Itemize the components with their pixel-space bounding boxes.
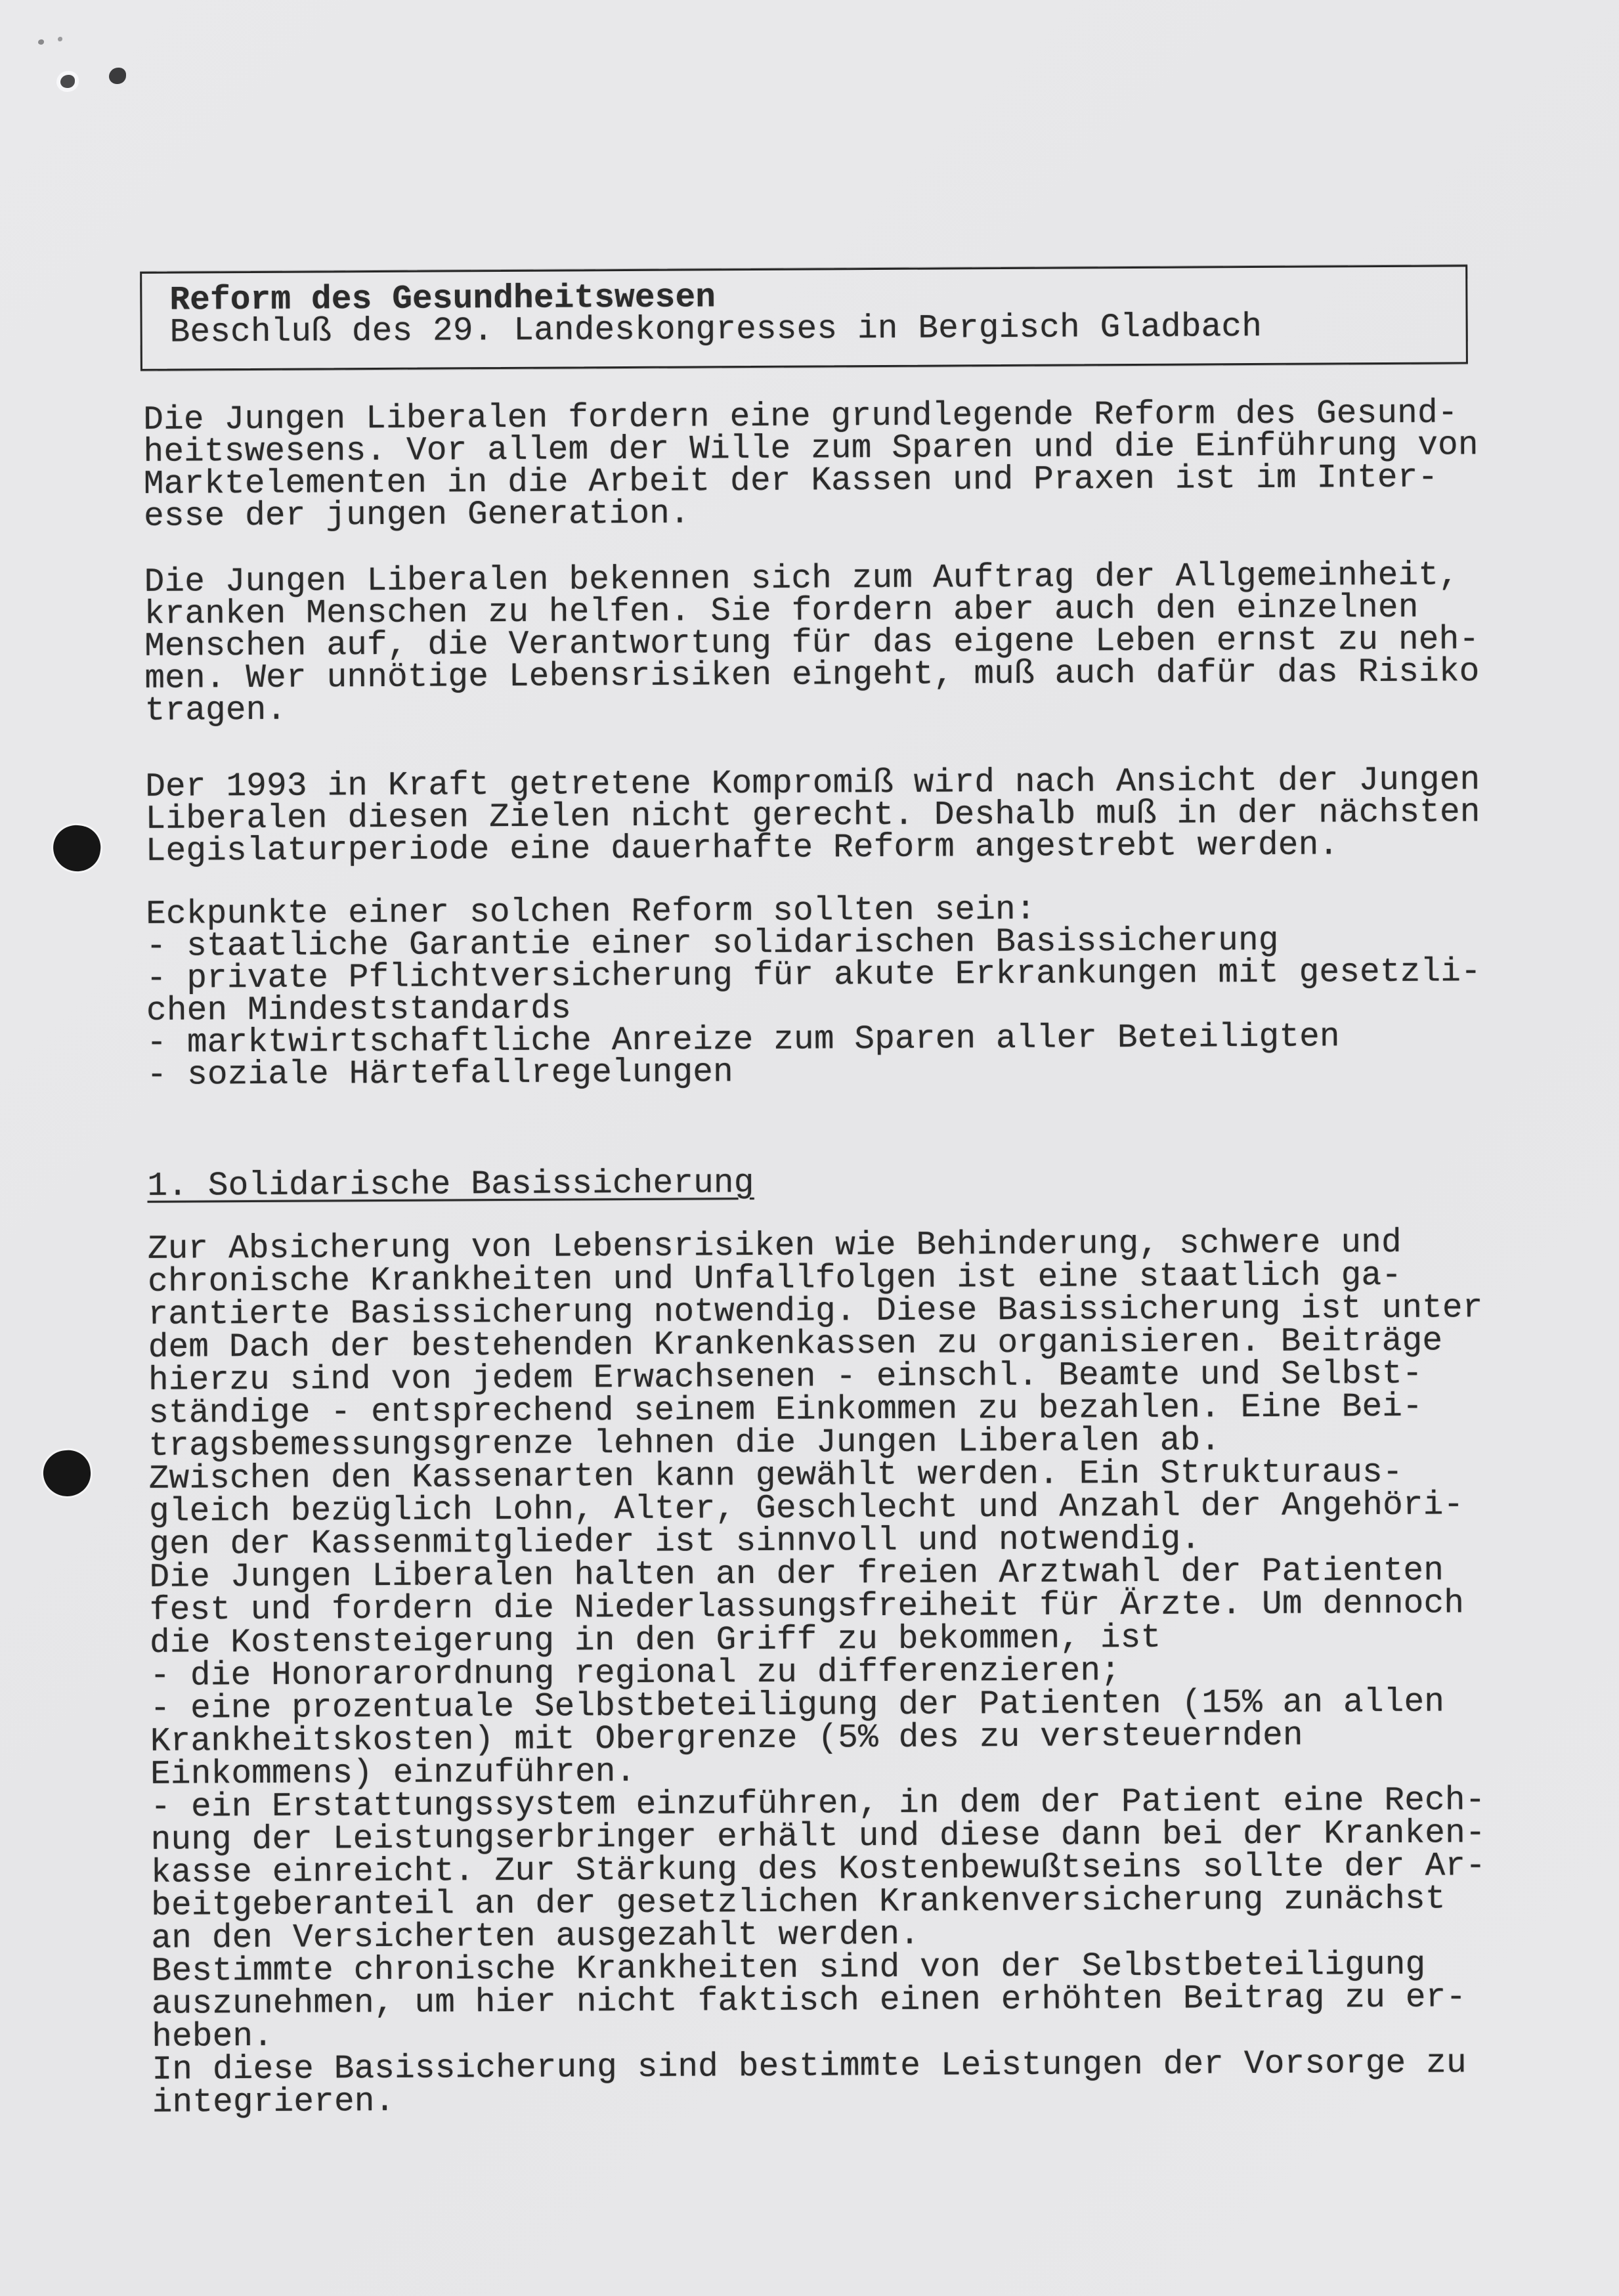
document-subtitle: Beschluß des 29. Landeskongresses in Bergisch Gladbach — [169, 308, 1263, 352]
intro-paragraph-1: Die Jungen Liberalen fordern eine grundlegende Reform des Gesund- heitswesens. Vor allem der Wille zum Sparen und die Einführung von Marktelementen in die Arbeit der Kassen und Praxen ist im Inter- esse der jungen Generation. — [143, 395, 1479, 536]
key-points-list: Eckpunkte einer solchen Reform sollten sein: - staatliche Garantie einer solidarischen Basissicherung - private Pflichtversicherung für akute Erkrankungen mit gesetzli- chen Mindeststandards - marktwirtschaftliche Anreize zum Sparen aller Beteiligten - soziale Härtefallregelungen — [146, 891, 1482, 1094]
section-1-heading: 1. Solidarische Basissicherung — [147, 1165, 754, 1205]
title-box — [140, 265, 1468, 371]
section-1-body: Zur Absicherung von Lebensrisiken wie Behinderung, schwere und chronische Krankheiten und Unfallfolgen ist eine staatlich ga- rantierte Basissicherung notwendig. Diese Basissicherung ist unter dem Dach der bestehenden Krankenkassen zu organisieren. Beiträge hierzu sind von jedem Erwachsenen - einschl. Beamte und Selbst- ständige - entsprechend seinem Einkommen zu bezahlen. Eine Bei- tragsbemessungsgrenze lehnen die Jungen Liberalen ab. Zwischen den Kassenarten kann gewählt werden. Ein Strukturaus- gleich bezüglich Lohn, Alter, Geschlecht und Anzahl der Angehöri- gen der Kassenmitglieder ist sinnvoll und notwendig. Die Jungen Liberalen halten an der freien Arztwahl der Patienten fest und fordern die Niederlassungsfreiheit für Ärzte. Um dennoch die Kostensteigerung in den Griff zu bekommen, ist - die Honorarordnung regional zu differenzieren; - eine prozentuale Selbstbeteiligung der Patienten (15% an allen Krankheitskosten) mit Obergrenze (5% des zu versteuernden Einkommens) einzuführen. - ein Erstattungssystem einzuführen, in dem der Patient eine Rech- nung der Leistungserbringer erhält und diese dann bei der Kranken- kasse einreicht. Zur Stärkung des Kostenbewußtseins sollte der Ar- beitgeberanteil an der gesetzlichen Krankenversicherung zunächst an den Versicherten ausgezahlt werden. Bestimmte chronische Krankheiten sind von der Selbstbeteiligung auszunehmen, um hier nicht faktisch einen erhöhten Beitrag zu er- heben. In diese Basissicherung sind bestimmte Leistungen der Vorsorge zu integrieren. — [147, 1224, 1486, 2122]
intro-paragraph-2: Die Jungen Liberalen bekennen sich zum Auftrag der Allgemeinheit, kranken Menschen zu helfen. Sie fordern aber auch den einzelnen Menschen auf, die Verantwortung für das eigene Leben ernst zu neh- men. Wer unnötige Lebensrisiken eingeht, muß auch dafür das Risiko tragen. — [144, 557, 1480, 730]
document-title: Reform des Gesundheitswesen — [169, 279, 716, 320]
intro-paragraph-3: Der 1993 in Kraft getretene Kompromiß wird nach Ansicht der Jungen Liberalen diesen Zielen nicht gerecht. Deshalb muß in der nächsten Legislaturperiode eine dauerhafte Reform angestrebt werden. — [145, 762, 1480, 871]
